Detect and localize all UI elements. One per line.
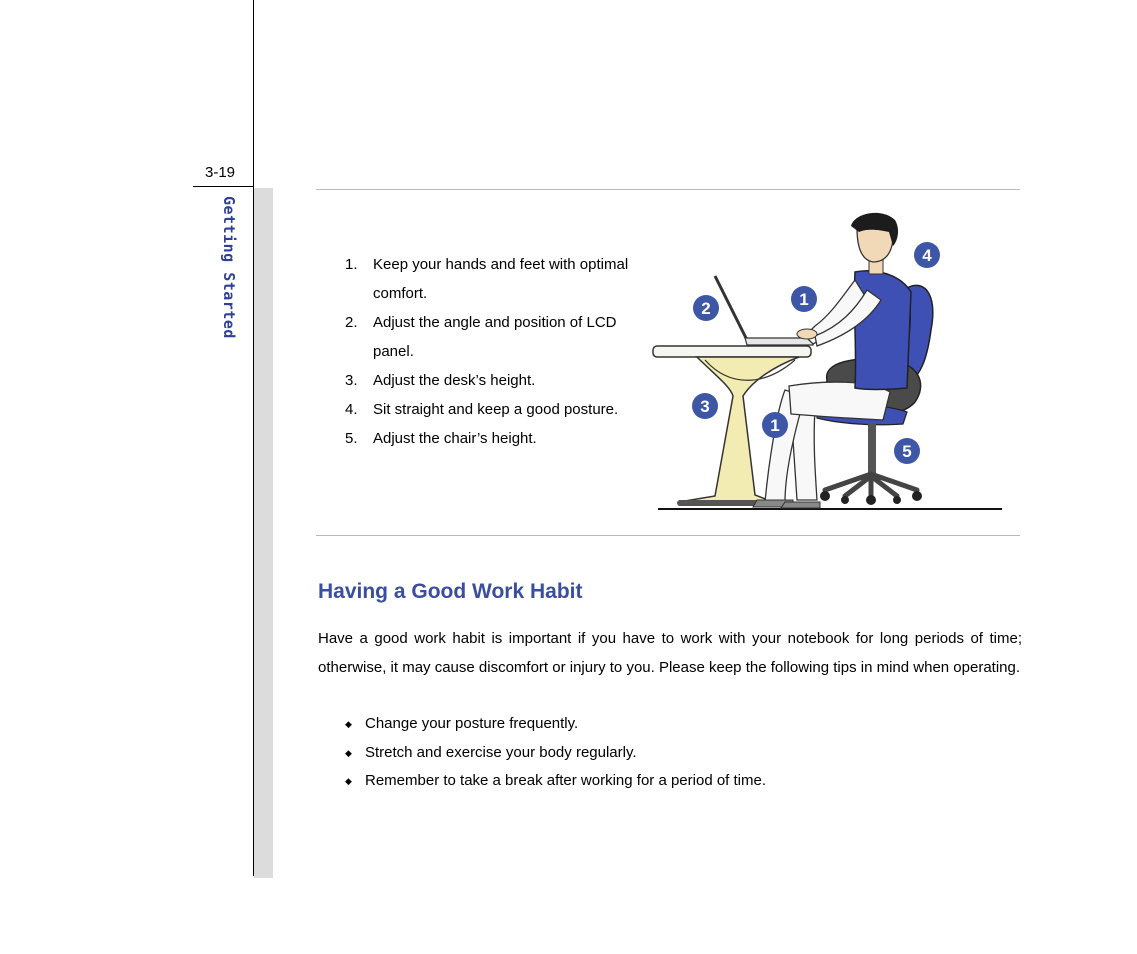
- posture-steps-list: [345, 250, 645, 453]
- callout-badge: [791, 286, 817, 312]
- callout-badge: [894, 438, 920, 464]
- step-text: Adjust the chair’s height.: [373, 430, 537, 447]
- step-text: Keep your hands and feet with optimal comfort.: [373, 256, 629, 302]
- callout-badge: [692, 393, 718, 419]
- tip-text: Stretch and exercise your body regularly.: [365, 743, 637, 761]
- diamond-bullet-icon: ◆: [345, 719, 352, 730]
- callout-label: 3: [700, 397, 710, 416]
- callout-label: 4: [922, 246, 932, 265]
- callout-label: 2: [701, 299, 711, 318]
- section-paragraph: Have a good work habit is important if you have to work with your notebook for long periods of time; otherwise, it may cause discomfort or injury to you. Please keep the following tips in mind when operating.: [318, 630, 1022, 676]
- tip-item: [345, 767, 766, 796]
- sidebar-band: [254, 188, 273, 878]
- page-number-rule: [193, 186, 254, 187]
- tip-text: Change your posture frequently.: [365, 715, 579, 732]
- callout-label: 5: [902, 442, 912, 461]
- callout-badge: [762, 412, 788, 438]
- step-text: Adjust the desk’s height.: [373, 372, 536, 389]
- diamond-bullet-icon: ◆: [345, 747, 352, 758]
- tips-list: [345, 710, 766, 796]
- figure-top-rule: [316, 189, 1020, 190]
- step-item: [345, 250, 645, 308]
- figure-bottom-rule: [316, 535, 1020, 536]
- tip-item: [345, 710, 766, 739]
- step-text: Adjust the angle and position of LCD panel.: [373, 314, 617, 360]
- section-heading: Having a Good Work Habit: [318, 580, 583, 603]
- callout-badge: [914, 242, 940, 268]
- step-text: Sit straight and keep a good posture.: [373, 401, 619, 418]
- step-number: 3.: [345, 372, 358, 389]
- tip-text: Remember to take a break after working for a period of time.: [365, 772, 767, 789]
- callout-label: 1: [799, 290, 809, 309]
- tip-item: [345, 739, 766, 768]
- step-item: [345, 308, 645, 366]
- ergonomic-posture-illustration: [645, 210, 1010, 515]
- page-number: 3-19: [205, 164, 236, 181]
- callout-label: 1: [770, 416, 780, 435]
- callout-badge: [693, 295, 719, 321]
- chapter-label: Getting Started: [220, 196, 238, 339]
- step-item: [345, 366, 645, 395]
- step-item: [345, 395, 645, 424]
- step-number: 1.: [345, 256, 358, 273]
- step-number: 2.: [345, 314, 358, 331]
- step-number: 5.: [345, 430, 358, 447]
- step-number: 4.: [345, 401, 358, 418]
- step-item: [345, 424, 645, 453]
- diamond-bullet-icon: ◆: [345, 776, 352, 787]
